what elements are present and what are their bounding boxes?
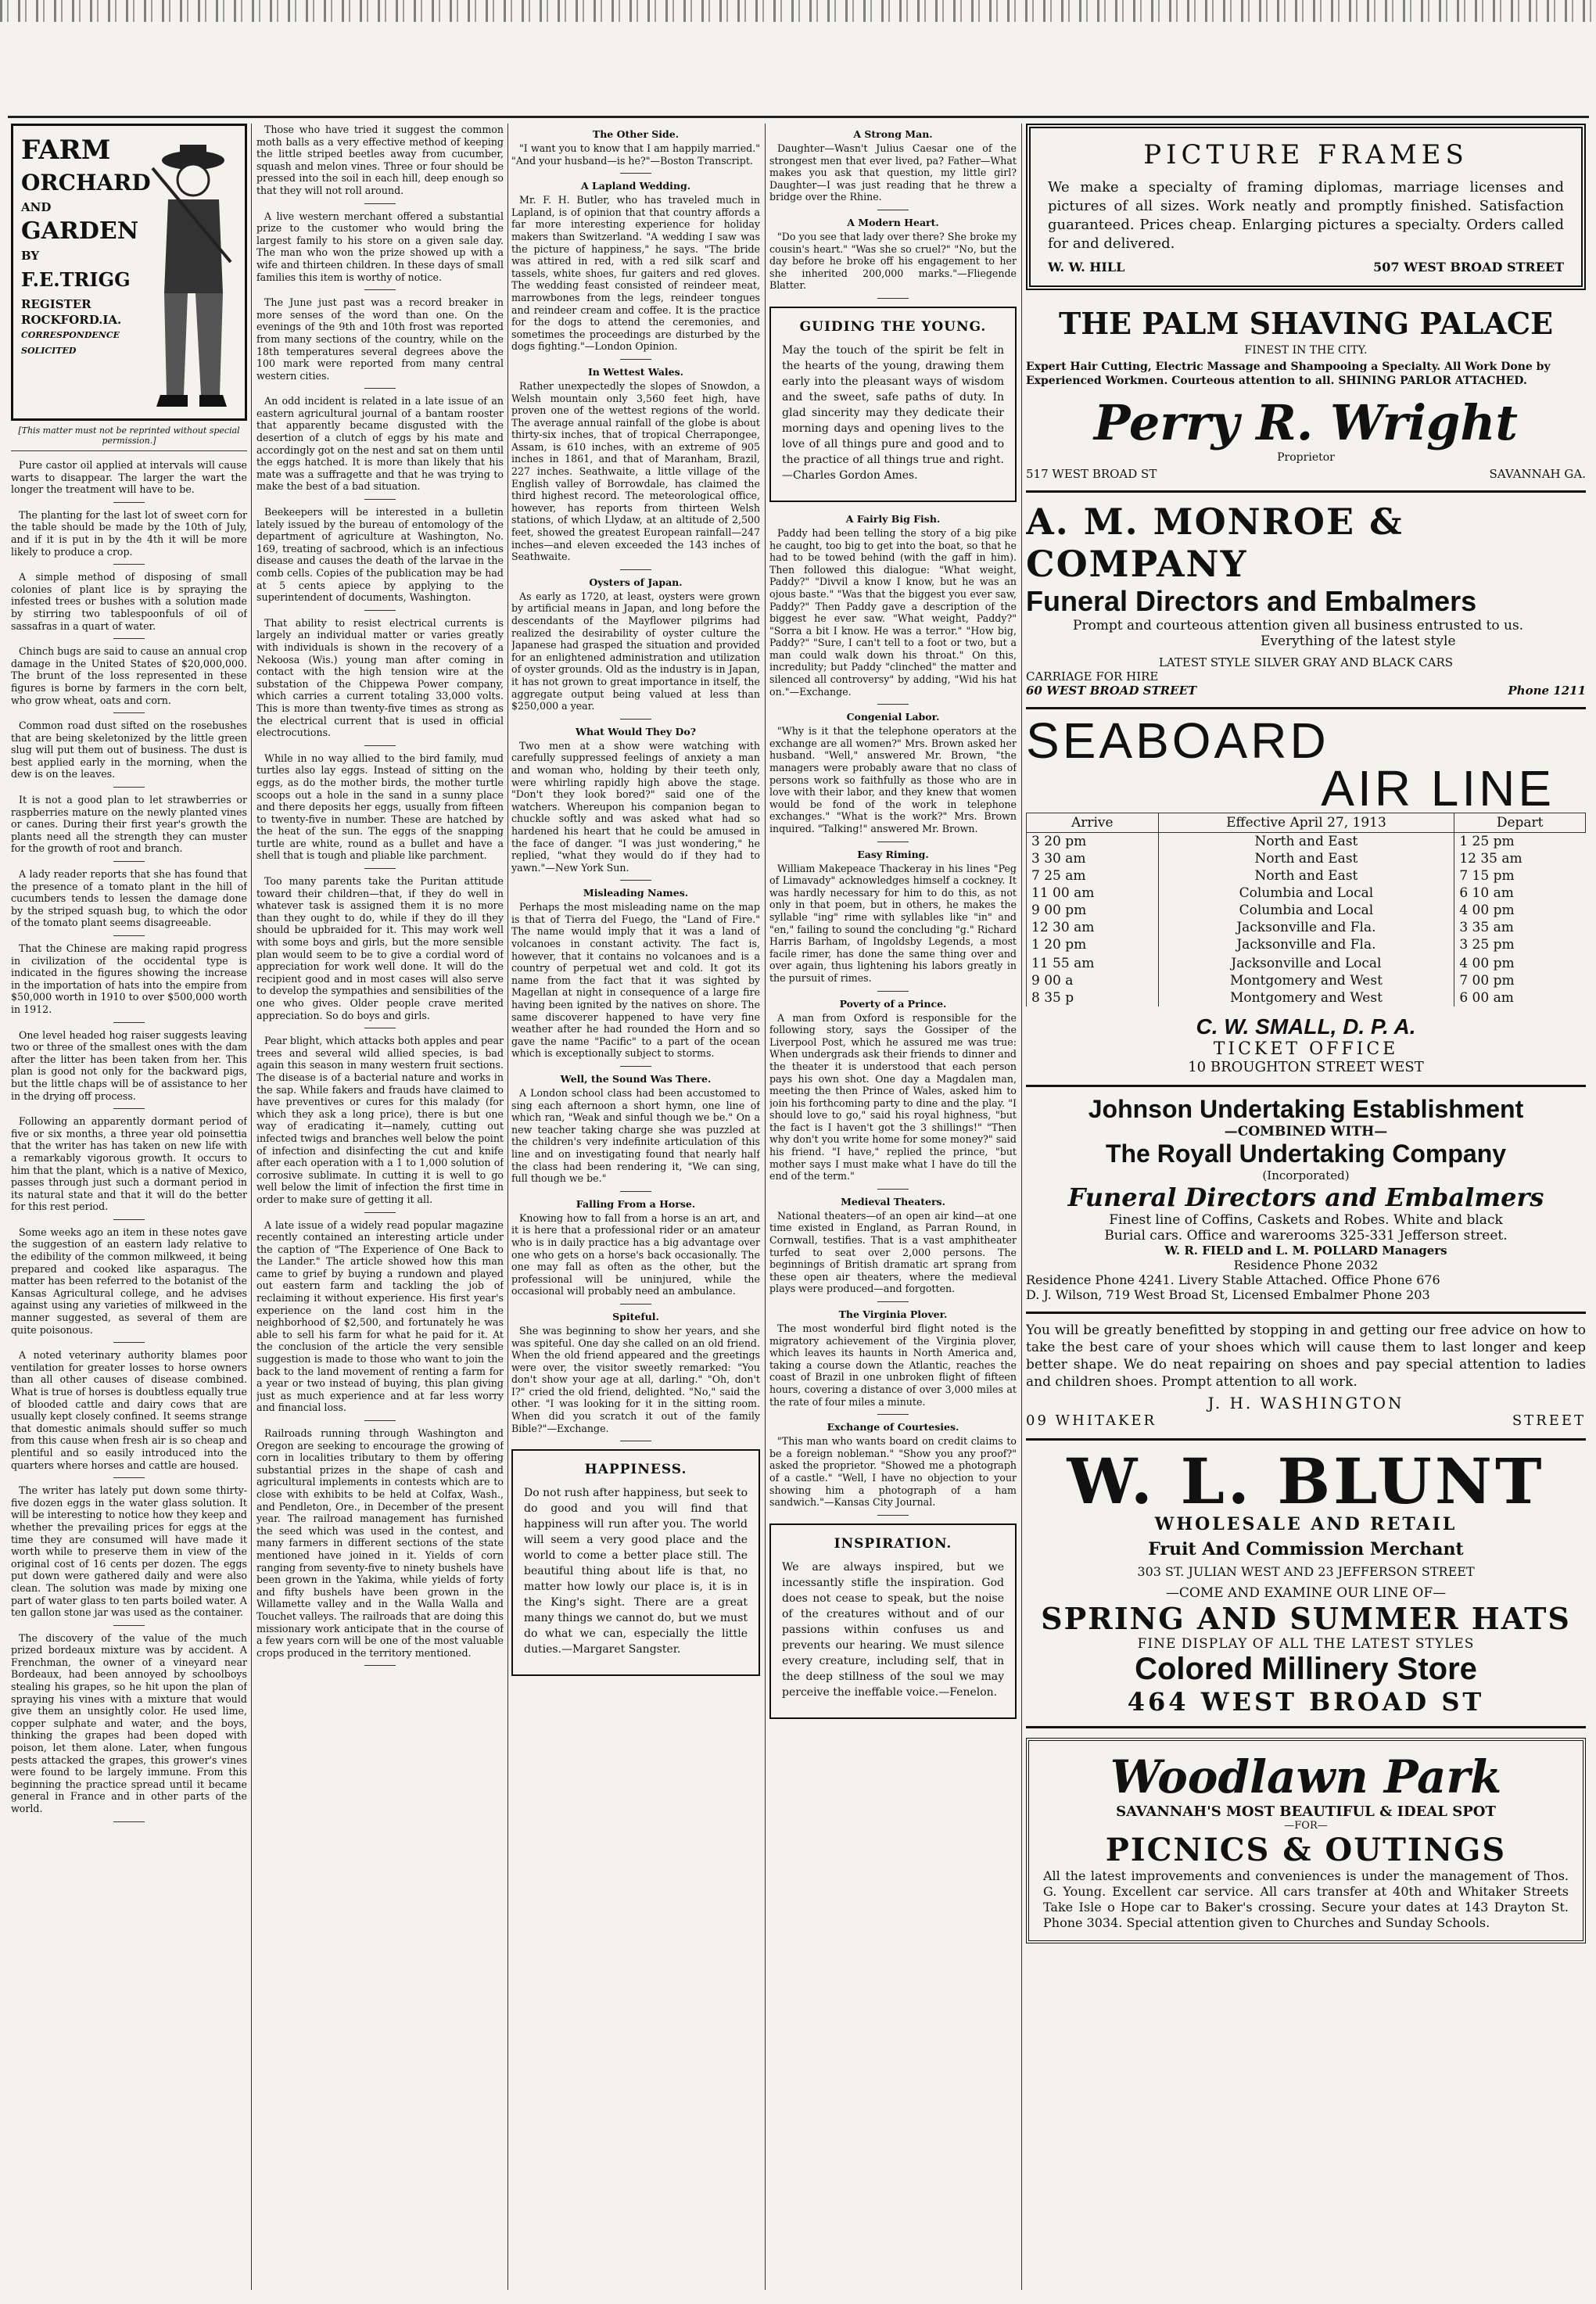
- article-paragraph: An odd incident is related in a late issue of an eastern agricultural journal of a bantam rooster that apparently became disgusted with the desertion of a clutch of eggs by his mate and accordingly got on the nest and sat on them until the eggs hatched. It is more than likely that his mate was a suffragette and that he was trying to make the best of a bad situation.: [256, 395, 504, 493]
- article-paragraph: Common road dust sifted on the rosebushes that are being skeletonized by the little green slug will put them out of business. The dust is best applied early in the morning, when the dew is on the leaves.: [11, 720, 247, 781]
- timetable-cell: North and East: [1158, 850, 1454, 867]
- ad-address: 464 WEST BROAD ST: [1127, 1687, 1485, 1717]
- timetable-cell: Montgomery and West: [1158, 972, 1454, 989]
- col2-articles: [256, 124, 504, 1666]
- reprint-notice: [This matter must not be reprinted without special permission.]: [11, 425, 247, 451]
- logo-line: BY: [21, 249, 40, 263]
- article-paragraph: "This man who wants board on credit claims to be a foreign nobleman." "Show you any proof?" asked the proprietor. "Showed me a photograph of a castle." "Well, I have no objection to your showing him a photograph of a ham sandwich."—Kansas City Journal.: [769, 1435, 1017, 1509]
- article-paragraph: While in no way allied to the bird family, mud turtles also lay eggs. Instead of sitting on the eggs, as do the mother birds, the mother turtle scoops out a hole in the sand in a sunny place and there deposits her eggs, usually from fifteen to twenty-five in number. These are hatched by the heat of the sun. The eggs of the snapping turtle are white, round as a bullet and have a shell that is tough and pliable like parchment.: [256, 752, 504, 862]
- ad-phone: Phone 1211: [1508, 684, 1586, 698]
- timetable-cell: 12 30 am: [1027, 919, 1159, 936]
- article-paragraph: Following an apparently dormant period of five or six months, a three year old poinsettia that the writer has has taken on new life with a remarkably vigorous growth. It occurs to him that the plant, which is a native of Mexico, passes through just such a dormant period in its natural state and that it will do the better for this rest period.: [11, 1115, 247, 1213]
- ad-text: FINE DISPLAY OF ALL THE LATEST STYLES: [1137, 1636, 1475, 1652]
- ad-text: CARRIAGE FOR HIRE: [1026, 669, 1159, 684]
- ad-city: SAVANNAH GA.: [1489, 467, 1586, 481]
- ad-title: A. M. MONROE & COMPANY: [1026, 501, 1404, 585]
- article-separator: [620, 1191, 651, 1192]
- article-paragraph: "I want you to know that I am happily married." "And your husband—is he?"—Boston Transcript.: [511, 142, 760, 167]
- article-separator: [364, 868, 396, 869]
- article-heading: The Other Side.: [592, 128, 680, 140]
- article-separator: [113, 1219, 145, 1220]
- timetable-cell: Jacksonville and Fla.: [1158, 936, 1454, 953]
- ad-text: W. R. FIELD and L. M. POLLARD Managers: [1164, 1244, 1447, 1258]
- ad-subtitle: FINEST IN THE CITY.: [1244, 344, 1368, 357]
- article-heading: Medieval Theaters.: [841, 1195, 945, 1208]
- timetable-cell: 1 20 pm: [1027, 936, 1159, 953]
- article-separator: [113, 1625, 145, 1626]
- guiding-text: May the touch of the spirit be felt in the hearts of the young, drawing them early into the pleasant ways of wisdom and the sweet, safe paths of duty. In glad sincerity may they dedicate their morning days and opening lives to the love of all things pure and good and to the practice of all things true and right.—Charles Gordon Ames.: [782, 343, 1004, 482]
- article-separator: [364, 1212, 396, 1213]
- article-separator: [364, 203, 396, 204]
- ad-text: Residence Phone 4241. Livery Stable Attached. Office Phone 676: [1026, 1272, 1440, 1287]
- article-separator: [877, 1301, 909, 1302]
- logo-line: GARDEN: [21, 217, 139, 245]
- ad-text: —COMBINED WITH—: [1224, 1124, 1388, 1139]
- article-heading: Falling From a Horse.: [576, 1197, 696, 1210]
- ad-text: Prompt and courteous attention given all business entrusted to us.: [1073, 618, 1524, 633]
- ad-name: J. H. WASHINGTON: [1207, 1394, 1404, 1412]
- ad-address: 60 WEST BROAD STREET: [1026, 684, 1197, 698]
- article-paragraph: A lady reader reports that she has found that the presence of a tomato plant in the hill of cucumbers tends to lessen the damage done by the striped squash bug, to which the odor of the tomato plant seems disagreeable.: [11, 868, 247, 929]
- timetable-cell: Montgomery and West: [1158, 989, 1454, 1007]
- advertisements-column: [1026, 124, 1586, 2290]
- timetable-cell: 11 00 am: [1027, 885, 1159, 902]
- article-separator: [620, 173, 651, 174]
- guiding-title: GUIDING THE YOUNG.: [799, 318, 987, 335]
- timetable-row: [1027, 885, 1586, 902]
- article-paragraph: Two men at a show were watching with carefully suppressed feelings of anxiety a man and woman who, holding by their teeth only, were whirling rapidly high above the stage. "Don't they look bored?" said one of the watchers. Whereupon his companion began to chuckle softly and was asked what had so hardened his heart that he could be amused in the face of danger. "I was just wondering," he replied, "what they would do if they had to yawn."—New York Sun.: [511, 739, 760, 874]
- article-paragraph: Knowing how to fall from a horse is an art, and it is here that a professional rider or an amateur who is in daily practice has a big advantage over one who gets on a horse's back occasionally. The one may fall as often as the other, but the professional will be uninjured, while the occasional will probably need an ambulance.: [511, 1211, 760, 1297]
- article-paragraph: A noted veterinary authority blames poor ventilation for greater losses to horse owners than all other causes of disease combined. What is true of horses is doubtless equally true of blooded cattle and dairy cows that are usually kept closely confined. It seems strange that domestic animals should suffer so much from this cause when fresh air is so cheap and plentiful and so easily introduced into the quarters where horses and cattle are housed.: [11, 1349, 247, 1471]
- ad-text: All the latest improvements and conveniences is under the management of Thos. G. Young. Excellent car service. All cars transfer at 40th and Whitaker Streets Take Isle o Hope car to Baker's crossing. Secure your dates at 143 Drayton St. Phone 3034. Special attention given to Churches and Sunday Schools.: [1043, 1868, 1569, 1930]
- seaboard-air-line-ad: [1026, 709, 1586, 1087]
- article-paragraph: A simple method of disposing of small colonies of plant lice is by spraying the infested trees or bushes with a solution made by stirring two tablespoonfuls of oil of sassafras in a quart of water.: [11, 571, 247, 632]
- article-paragraph: National theaters—of an open air kind—at one time existed in England, as Parran Round, in Cornwall, testifies. That is a vast amphitheater turfed to seat over 2,000 persons. The beginnings of British dramatic art sprang from these open air theaters, where the medieval plays were produced—and forgotten.: [769, 1209, 1017, 1295]
- timetable-cell: 6 10 am: [1454, 885, 1586, 902]
- timetable-cell: 3 25 pm: [1454, 936, 1586, 953]
- timetable-cell: 6 00 am: [1454, 989, 1586, 1007]
- article-paragraph: The discovery of the value of the much prized bordeaux mixture was by accident. A Frenchman, the owner of a vineyard near Bordeaux, had been annoyed by schoolboys stealing his grapes, so he hit upon the plan of spraying his vines with a mixture that would give them an unsightly color. He used lime, copper sulphate and water, and the boys, thinking the grapes had been doped with poison, let them alone. Later, when fungous pests attacked the grapes, this grower's vines were found to be largely immune. From this beginning the practice spread until it became general in France and in other parts of the world.: [11, 1631, 247, 1814]
- logo-author: F.E.TRIGG: [21, 268, 131, 291]
- col4-articles-top: [769, 128, 1017, 299]
- ad-title: Woodlawn Park: [1110, 1750, 1502, 1803]
- ad-title: AIR LINE: [1321, 760, 1555, 816]
- article-paragraph: That the Chinese are making rapid progress in civilization of the occidental type is indicated in the figures showing the increase in the importation of hats into the empire from $50,000 worth in 1910 to over $500,000 worth in 1912.: [11, 942, 247, 1015]
- ad-title: SEABOARD: [1026, 712, 1329, 769]
- article-paragraph: Mr. F. H. Butler, who has traveled much in Lapland, is of opinion that that country affords a far more interesting experience for holiday makers than Switzerland. "A wedding I saw was the picture of happiness," he says. "The bride was attired in red, with a red silk scarf and tassels, white shoes, fur gaiters and red gloves. The wedding feast consisted of reindeer meat, marrowbones from the legs, reindeer tongues and reindeer cream and coffee. It is the practice for the dogs to attend the ceremonies, and sometimes the proceedings are disturbed by the dogs fighting."—London Opinion.: [511, 194, 760, 353]
- timetable-cell: 9 00 a: [1027, 972, 1159, 989]
- ad-address: 507 WEST BROAD STREET: [1373, 260, 1564, 275]
- ad-text: —FOR—: [1284, 1820, 1328, 1832]
- article-separator: [113, 1821, 145, 1822]
- timetable-cell: 7 15 pm: [1454, 867, 1586, 885]
- article-paragraph: Daughter—Wasn't Julius Caesar one of the strongest men that ever lived, pa? Father—What makes you ask that question, my little girl? Daughter—I was just reading that he threw a bridge over the Rhine.: [769, 142, 1017, 203]
- article-heading: A Lapland Wedding.: [580, 180, 691, 192]
- ad-title: SPRING AND SUMMER HATS: [1041, 1601, 1571, 1636]
- article-paragraph: A man from Oxford is responsible for the following story, says the Gossiper of the Liverpool Post, which he assured me was true: When undergrads ask their friends to dinner and the theater it is understood that each person pays his own shot. One day a Magdalen man, meeting the then Prince of Wales, asked him to join his forthcoming party to dine and the play. "I should love to go," said his royal highness, "but the fact is I haven't got the 3 shillings!" "Then why don't you write home for some money?" said his friend. "I have," replied the prince, "but mother says I must make what I have do till the end of the term.": [769, 1011, 1017, 1183]
- article-heading: A Fairly Big Fish.: [845, 512, 941, 525]
- article-paragraph: William Makepeace Thackeray in his lines "Peg of Limavady" acknowledges himself a cockney. It was hardly necessary for him to do this, as not only in that poem, but in others, he makes the syllable "ing" rime with syllables like "in" and "en," failing to sound the concluding "g." Richard Harris Barham, of Ingoldsby Legends, a most facile rimer, has done the same thing over and over again, thus lightening his labors greatly in the pursuit of rimes.: [769, 862, 1017, 984]
- article-separator: [620, 359, 651, 360]
- ad-text: (Incorporated): [1262, 1168, 1350, 1183]
- column-2: [256, 124, 504, 2290]
- timetable-cell: 3 35 am: [1454, 919, 1586, 936]
- timetable-row: [1027, 902, 1586, 919]
- logo-line: SOLICITED: [21, 346, 77, 356]
- article-heading: Easy Riming.: [857, 848, 929, 860]
- ad-title: Johnson Undertaking Establishment: [1088, 1095, 1524, 1123]
- article-heading: What Would They Do?: [575, 725, 697, 737]
- picture-frames-ad: [1026, 124, 1586, 290]
- timetable: [1026, 813, 1586, 1007]
- timetable-cell: North and East: [1158, 867, 1454, 885]
- ad-text: Finest line of Coffins, Caskets and Robes. White and black: [1109, 1212, 1503, 1228]
- article-paragraph: The writer has lately put down some thirty-five dozen eggs in the water glass solution. It will be interesting to notice how they keep and whether the prevailing prices for eggs at the time they are consumed will have made it worth while to preserve them in view of the original cost of 16 cents per dozen. The eggs put down were gathered daily and were also clean. The solution was made by mixing one part of water glass to ten parts boiled water. A ten gallon stone jar was used as the container.: [11, 1484, 247, 1619]
- article-paragraph: One level headed hog raiser suggests leaving two or three of the smallest ones with the dam after the litter has been taken from her. This plan is good not only for the backward pigs, but the little chaps will be of assistance to her in the drying off process.: [11, 1028, 247, 1102]
- ad-agent: C. W. SMALL, D. P. A.: [1196, 1014, 1416, 1039]
- ad-text: You will be greatly benefitted by stopping in and getting our free advice on how to take the best care of your shoes which will cause them to last longer and keep better shape. We do neat repairing on shoes and pay special attention to ladies and children shoes. Prompt attention to all work.: [1026, 1322, 1586, 1390]
- article-heading: Misleading Names.: [583, 887, 689, 899]
- article-paragraph: That ability to resist electrical currents is largely an individual matter or varies greatly with individuals is shown in the recovery of a Nekoosa (Wis.) young man after coming in contact with the high tension wire at the substation of the Chippewa Power company, which carries a current totaling 33,000 volts. This is more than twenty-five times as strong as the electrical current that is used in official electrocutions.: [256, 616, 504, 739]
- timetable-row: [1027, 850, 1586, 867]
- article-heading: In Wettest Wales.: [587, 365, 684, 378]
- timetable-row: [1027, 955, 1586, 972]
- article-heading: The Virginia Plover.: [838, 1308, 948, 1320]
- timetable-cell: North and East: [1158, 833, 1454, 851]
- article-paragraph: "Do you see that lady over there? She broke my cousin's heart." "Was she so cruel?" "No, but the day before he broke off his engagement to her she inherited 200,000 marks."—Fliegende Blatter.: [769, 230, 1017, 292]
- ad-role: Proprietor: [1277, 451, 1335, 464]
- ad-title: PICNICS & OUTINGS: [1105, 1832, 1507, 1868]
- article-separator: [113, 502, 145, 503]
- article-paragraph: A late issue of a widely read popular magazine recently contained an interesting article under the caption of "The Experience of One Back to the Lander." The article showed how this man came to grief by buying a rundown and played out eastern farm and tackling the job of reclaiming it without experience. His first year's experience on the land cost him in the neighborhood of $2,500, and fortunately he was able to sell his farm for what he paid for it. At the conclusion of the article the very sensible suggestion is made to those who want to join the back to the land movement of renting a farm for a year or two instead of buying, this plan giving just as much experience and at far less worry and financial loss.: [256, 1218, 504, 1414]
- inspiration-title: INSPIRATION.: [834, 1535, 952, 1552]
- logo-line: FARM: [21, 135, 111, 166]
- ad-office: TICKET OFFICE: [1213, 1039, 1399, 1059]
- ad-subtitle: Funeral Directors and Embalmers: [1067, 1183, 1544, 1212]
- article-separator: [364, 1420, 396, 1421]
- monroe-funeral-ad: [1026, 493, 1586, 709]
- article-separator: [113, 1108, 145, 1109]
- ad-title: PICTURE FRAMES: [1143, 139, 1469, 170]
- article-separator: [113, 861, 145, 862]
- timetable-header: Arrive: [1027, 813, 1159, 833]
- timetable-cell: 12 35 am: [1454, 850, 1586, 867]
- ad-title: The Royall Undertaking Company: [1105, 1139, 1507, 1168]
- article-separator: [113, 712, 145, 713]
- palm-shaving-ad: [1026, 298, 1586, 493]
- ad-owner: Perry R. Wright: [1093, 394, 1519, 451]
- timetable-cell: Columbia and Local: [1158, 902, 1454, 919]
- column-divider: [1021, 124, 1022, 2290]
- article-separator: [113, 1477, 145, 1478]
- article-paragraph: The June just past was a record breaker in more senses of the word than one. On the evenings of the 9th and 10th frost was reported from many sections of the country, while on the 18th temperatures several degrees above the 100 mark were reported from many central western cities.: [256, 296, 504, 382]
- timetable-cell: 7 25 am: [1027, 867, 1159, 885]
- article-paragraph: Those who have tried it suggest the common moth balls as a very effective method of keeping the little striped beetles away from cucumber, squash and melon vines. Three or four should be pressed into the soil in each hill, deep enough so that they will not roll around.: [256, 124, 504, 196]
- scan-noise-strip: [0, 0, 1596, 22]
- ad-address: STREET: [1512, 1412, 1586, 1429]
- timetable-row: [1027, 972, 1586, 989]
- farm-orchard-garden-logo: [11, 124, 247, 421]
- ad-subtitle: Funeral Directors and Embalmers: [1026, 585, 1477, 617]
- article-separator: [877, 991, 909, 992]
- article-heading: A Strong Man.: [853, 128, 933, 140]
- timetable-cell: 9 00 pm: [1027, 902, 1159, 919]
- col1-articles: [11, 459, 247, 1822]
- logo-line: REGISTER: [21, 297, 91, 311]
- article-paragraph: Beekeepers will be interested in a bulletin lately issued by the bureau of entomology of the department of agriculture at Washington, No. 169, treating of sacbrood, which is an infectious disease and causes the death of the larvae in the comb cells. Copies of the publication may be had at 5 cents apiece by applying to the superintendent of documents, Washington.: [256, 506, 504, 604]
- article-heading: Spiteful.: [612, 1310, 659, 1322]
- guiding-box: [769, 307, 1017, 502]
- article-paragraph: Too many parents take the Puritan attitude toward their children—that, if they do well in whatever task is assigned them it is no more than they ought to do, while if they do ill they should be upbraided for it. This may work well with some boys and girls, but the more sensible plan would seem to be to give a cordial word of appreciation for work well done. It will do the recipient good and in most cases will also serve to develop the sympathies and sensibilities of the one who gives. Older people crave merited appreciation. So do boys and girls.: [256, 875, 504, 1021]
- ad-subtitle: SAVANNAH'S MOST BEAUTIFUL & IDEAL SPOT: [1116, 1803, 1496, 1820]
- farmer-illustration-icon: [145, 137, 239, 411]
- timetable-header: Effective April 27, 1913: [1158, 813, 1454, 833]
- ad-address: 10 BROUGHTON STREET WEST: [1188, 1059, 1424, 1075]
- article-separator: [364, 745, 396, 746]
- article-separator: [364, 289, 396, 290]
- ad-text: Burial cars. Office and warerooms 325-331 Jefferson street.: [1104, 1228, 1508, 1244]
- timetable-header: Depart: [1454, 813, 1586, 833]
- timetable-cell: 4 00 pm: [1454, 902, 1586, 919]
- ad-text: We make a specialty of framing diplomas, marriage licenses and pictures of all sizes. Work neatly and promptly finished. Satisfaction guaranteed. Prices cheap. Enlarging pictures a specialty. Orders called for and delivered.: [1048, 179, 1564, 252]
- article-paragraph: Perhaps the most misleading name on the map is that of Tierra del Fuego, the "Land of Fire." The name would imply that it was a land of volcanoes in constant activity. The fact is, however, that it contains no volcanoes and is a country of perpetual wet and cold. It got its name from the fact that it was sighted by Magellan at night in consequence of a large fire having been ignited by the natives on shore. The same discoverer happened to have very fine weather after he had rounded the Horn and so gave the name "Pacific" to a part of the ocean which is exceptionally subject to storms.: [511, 901, 760, 1060]
- article-paragraph: A live western merchant offered a substantial prize to the customer who would bring the largest family to his store on a given sale day. The man who won the prize showed up with a wife and thirteen children. In these days of small families this item is worthy of notice.: [256, 210, 504, 283]
- article-separator: [877, 1189, 909, 1190]
- timetable-cell: Jacksonville and Fla.: [1158, 919, 1454, 936]
- timetable-cell: 11 55 am: [1027, 955, 1159, 972]
- johnson-undertaking-ad: [1026, 1087, 1586, 1314]
- woodlawn-park-ad: [1026, 1738, 1586, 1943]
- article-paragraph: Railroads running through Washington and Oregon are seeking to encourage the growing of corn in localities tributary to them by offering substantial prizes in the shape of cash and agricultural implements in contests which are to close with exhibits to be held at Colfax, Wash., and Pendleton, Ore., in December of the present year. The railroad management has furnished the seed which was used in the contest, and many farmers in different sections of the state mentioned have joined in it. Yields of corn ranging from seventy-five to ninety bushels have been grown in the Yakima, while yields of forty and fifty bushels have been grown in the Willamette valley and in the Walla Walla and Touchet valleys. The railroads that are doing this missionary work anticipate that in the course of a few years corn will be one of the most valuable crops produced in the territory mentioned.: [256, 1427, 504, 1659]
- article-heading: A Modern Heart.: [847, 216, 939, 228]
- shoe-repair-ad: [1026, 1314, 1586, 1441]
- top-rule: [8, 116, 1589, 118]
- article-separator: [113, 638, 145, 639]
- timetable-cell: 1 25 pm: [1454, 833, 1586, 851]
- inspiration-text: We are always inspired, but we incessantly stifle the inspiration. God does not cease to speak, but the noise of the creatures without and of our passions within confuses us and prevents our hearing. We must silence every creature, including self, that in the deep stillness of the soul we may perceive the ineffable voice.—Fenelon.: [782, 1560, 1004, 1699]
- timetable-cell: 3 20 pm: [1027, 833, 1159, 851]
- article-heading: Oysters of Japan.: [589, 576, 683, 588]
- ad-name: W. W. HILL: [1048, 260, 1125, 275]
- timetable-row: [1027, 936, 1586, 953]
- article-separator: [364, 610, 396, 611]
- article-paragraph: Pear blight, which attacks both apples and pear trees and several wild allied species, is bad again this season in many western fruit sections. The disease is of a bacterial nature and works in the sap. While fakers and frauds have claimed to have preventives or cures for this malady (for which they ask a long price), there is but one way of eradicating it—namely, cutting out infected twigs and branches well below the point of infection and disinfecting the cut and knife after each operation with a 1 to 1,000 solution of corrosive sublimate. In cutting it is well to go well below the limit of infection the first time in order to make sure of getting it all.: [256, 1035, 504, 1205]
- article-separator: [877, 704, 909, 705]
- article-separator: [620, 719, 651, 720]
- ad-text: LATEST STYLE SILVER GRAY AND BLACK CARS: [1158, 655, 1454, 669]
- article-paragraph: Pure castor oil applied at intervals will cause warts to disappear. The larger the wart the longer the treatment will have to be.: [11, 459, 247, 496]
- inspiration-box: [769, 1523, 1017, 1719]
- article-separator: [877, 298, 909, 299]
- ad-text: D. J. Wilson, 719 West Broad St, Licensed Embalmer Phone 203: [1026, 1287, 1430, 1302]
- column-divider: [507, 124, 508, 2290]
- article-separator: [113, 935, 145, 936]
- article-heading: Exchange of Courtesies.: [827, 1421, 959, 1434]
- article-paragraph: She was beginning to show her years, and she was spiteful. One day she called on an old friend. When the old friend appeared and the greetings were over, the visitor sweetly remarked: "You don't show your age at all, darling." "Oh, don't I?" cried the old friend, delighted. "No," said the other. "I was looking for it in the sitting room. When did you scratch it out of the family Bible?"—Exchange.: [511, 1324, 760, 1434]
- logo-line: ROCKFORD.IA.: [21, 313, 122, 327]
- ad-subtitle: Fruit And Commission Merchant: [1148, 1539, 1464, 1559]
- timetable-row: [1027, 833, 1586, 851]
- ad-address: 517 WEST BROAD ST: [1026, 467, 1157, 481]
- article-separator: [620, 569, 651, 570]
- article-separator: [113, 564, 145, 565]
- logo-line: AND: [21, 200, 52, 214]
- article-heading: Congenial Labor.: [846, 711, 940, 723]
- article-paragraph: The most wonderful bird flight noted is the migratory achievement of the Virginia plover, which leaves its haunts in North America and, taking a course down the Atlantic, reaches the coast of Brazil in one unbroken flight of fifteen hours, covering a distance of over 3,000 miles at the rate of four miles a minute.: [769, 1322, 1017, 1408]
- article-separator: [113, 1022, 145, 1023]
- column-4: [769, 124, 1017, 2290]
- article-separator: [877, 1515, 909, 1516]
- timetable-cell: 3 30 am: [1027, 850, 1159, 867]
- article-paragraph: A London school class had been accustomed to sing each afternoon a short hymn, one line of which ran, "Weak and sinful though we be." On a new teacher taking charge she was puzzled at the children's very indefinite articulation of this line and on investigating found that nearly half the class had been rendering it, "We can sing, full though we be.": [511, 1087, 760, 1185]
- article-heading: Poverty of a Prince.: [839, 997, 947, 1010]
- timetable-row: [1027, 867, 1586, 885]
- ad-address: 303 ST. JULIAN WEST AND 23 JEFFERSON STREET: [1137, 1564, 1475, 1579]
- article-paragraph: It is not a good plan to let strawberries or raspberries mature on the newly planted vines or canes. During their first year's growth the plants need all the strength they can muster for the growth of root and branch.: [11, 794, 247, 855]
- happiness-text: Do not rush after happiness, but seek to do good and you will find that happiness will run after you. The world will seem a very good place and the world to come a better place still. The beautiful thing about life is that, no matter how lowly our place is, it is in the King's sight. There are a great many things we cannot do, but we must do what we can, especially the little duties.—Margaret Sangster.: [524, 1487, 748, 1656]
- article-paragraph: Some weeks ago an item in these notes gave the suggestion of an eastern lady relative to the edibility of the common milkweed, it being prepared and cooked like asparagus. The matter has been referred to the botanist of the Kansas Agricultural college, and he advises against using any varieties of milkweed in the manner suggested, as several of them are quite poisonous.: [11, 1226, 247, 1336]
- ad-text: Expert Hair Cutting, Electric Massage and Shampooing a Specialty. All Work Done by Experienced Workmen. Courteous attention to all. SHINING PARLOR ATTACHED.: [1026, 361, 1551, 387]
- blunt-merchant-ad: [1026, 1441, 1586, 1728]
- article-paragraph: Chinch bugs are said to cause an annual crop damage in the United States of $20,000,000. The brunt of the loss represented in these figures is borne by farmers in the corn belt, who grow wheat, oats and corn.: [11, 645, 247, 706]
- article-separator: [113, 1342, 145, 1343]
- column-divider: [251, 124, 252, 2290]
- logo-line: ORCHARD: [21, 170, 151, 196]
- ad-text: Everything of the latest style: [1261, 633, 1456, 649]
- timetable-cell: 7 00 pm: [1454, 972, 1586, 989]
- article-separator: [364, 499, 396, 500]
- ad-address: 09 WHITAKER: [1026, 1412, 1157, 1429]
- timetable-row: [1027, 919, 1586, 936]
- article-paragraph: Rather unexpectedly the slopes of Snowdon, a Welsh mountain only 3,560 feet high, have proven one of the wettest regions of the world. The average annual rainfall of the globe is about thirty-six inches, that of tropical Cherrapongee, Assam, is 610 inches, with an extreme of 905 inches in 1861, and that of Maranham, Brazil, 227 inches. Seathwaite, a little village of the English valley of Borrowdale, has claimed the third highest record. The meteorological office, however, has reports from thirteen Welsh stations, of which Llydaw, at an altitude of 2,500 feet, showed the greatest European rainfall—247 inches—and eleven exceeded the 143 inches of Seathwaite.: [511, 379, 760, 563]
- col3-articles: [511, 128, 760, 1441]
- ad-subtitle: WHOLESALE AND RETAIL: [1154, 1514, 1458, 1534]
- happiness-box: [511, 1449, 760, 1676]
- ad-text: Residence Phone 2032: [1233, 1258, 1379, 1272]
- timetable-cell: 8 35 p: [1027, 989, 1159, 1007]
- article-separator: [113, 787, 145, 788]
- article-heading: Well, the Sound Was There.: [560, 1073, 712, 1085]
- timetable-row: [1027, 989, 1586, 1007]
- timetable-cell: Jacksonville and Local: [1158, 955, 1454, 972]
- article-separator: [364, 1665, 396, 1666]
- article-separator: [620, 880, 651, 881]
- logo-line: CORRESPONDENCE: [21, 330, 120, 340]
- column-1: [11, 124, 247, 2290]
- article-paragraph: The planting for the last lot of sweet corn for the table should be made by the 10th of July, and if it is put in by the 4th it will be more likely to produce a crop.: [11, 508, 247, 558]
- ad-title: Colored Millinery Store: [1135, 1652, 1477, 1686]
- article-paragraph: "Why is it that the telephone operators at the exchange are all women?" Mrs. Brown asked her husband. "Well," answered Mr. Brown, "the managers were probably aware that no class of persons work so faithfully as those who are in love with their labor, and they knew that women would be fond of the work in telephone exchanges." "What is the work?" Mrs. Brown inquired. "Talking!" answered Mr. Brown.: [769, 725, 1017, 834]
- article-separator: [877, 1414, 909, 1415]
- timetable-cell: Columbia and Local: [1158, 885, 1454, 902]
- article-paragraph: Paddy had been telling the story of a big pike he caught, too big to get into the boat, so that he had to be towed behind (with the gaff in him). Then followed this dialogue: "What weight, Paddy?" "Divvil a know I know, but he was an ojous baste." "Was that the biggest you ever saw, Paddy?" Then Paddy gave a description of the biggest he ever saw. "What weight, Paddy?" "Sorra a bit I know. He was a terror." "How big, Paddy?" "Sure, I can't tell to a foot or two, but a man could walk down his throat." On this, incredulity; but Paddy "clinched" the matter and silenced all controversy" by adding, "Wid his hat on."—Exchange.: [769, 526, 1017, 698]
- ad-text: —COME AND EXAMINE OUR LINE OF—: [1165, 1585, 1447, 1601]
- timetable-cell: 4 00 pm: [1454, 955, 1586, 972]
- ad-title: THE PALM SHAVING PALACE: [1058, 306, 1554, 341]
- article-separator: [620, 1066, 651, 1067]
- article-paragraph: As early as 1720, at least, oysters were grown by artificial means in Japan, and long before the descendants of the Mayflower pilgrims had realized the desirability of oyster culture the Japanese had grasped the situation and provided for an enlightened administration and utilization of oyster grounds. Old as the industry is in Japan, it has not grown to great importance in itself, the aggregate output being valued at less than $250,000 a year.: [511, 590, 760, 712]
- ad-title: W. L. BLUNT: [1067, 1444, 1545, 1518]
- article-separator: [364, 388, 396, 389]
- article-separator: [620, 1304, 651, 1305]
- col4-articles: [769, 513, 1017, 1516]
- column-divider: [765, 124, 766, 2290]
- column-3: [511, 124, 760, 2290]
- happiness-title: HAPPINESS.: [584, 1462, 687, 1478]
